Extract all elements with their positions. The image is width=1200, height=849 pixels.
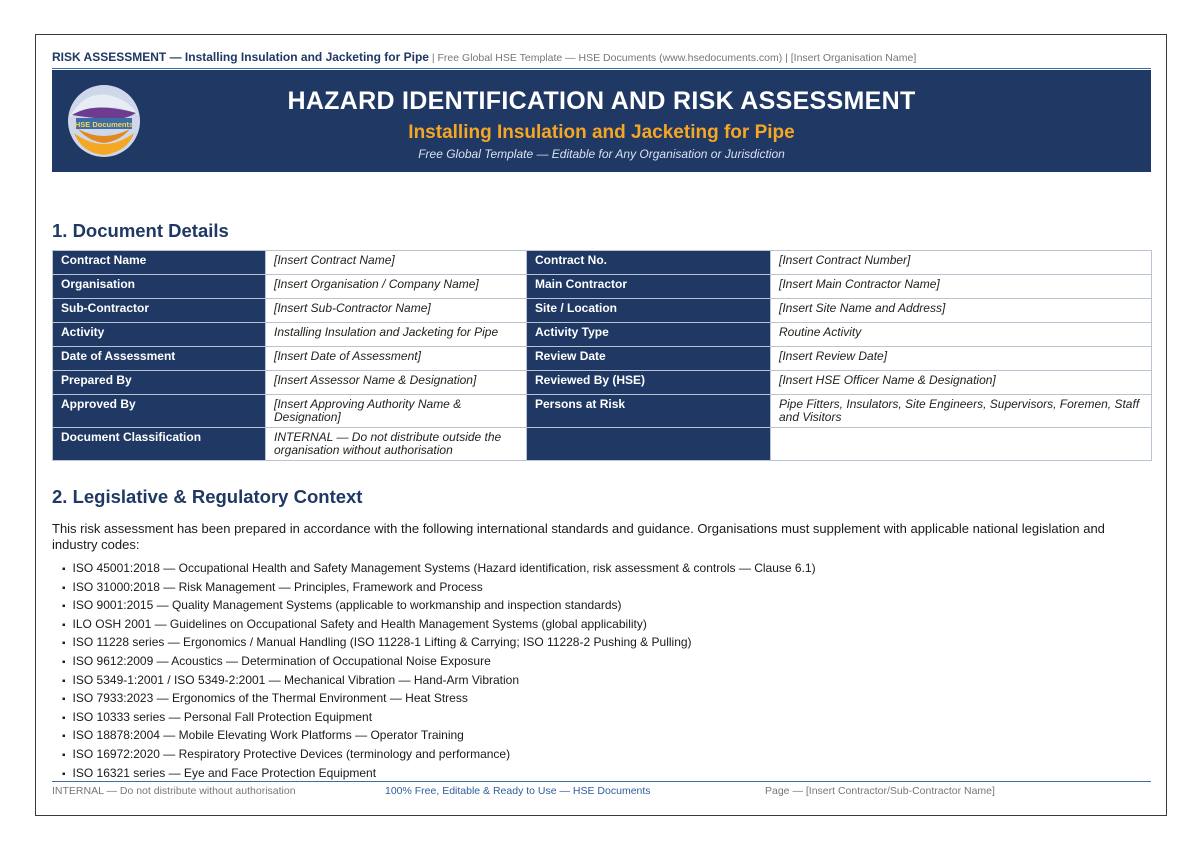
details-value: INTERNAL — Do not distribute outside the organisation without authorisation	[266, 428, 527, 461]
title-banner	[52, 70, 1151, 172]
template-note: Free Global Template — Editable for Any Organisation or Jurisdiction	[418, 147, 785, 161]
details-label: Activity Type	[527, 323, 771, 347]
document-page	[35, 34, 1167, 816]
details-value: [Insert Contract Name]	[266, 251, 527, 275]
standard-list-item: ▪ ISO 16972:2020 — Respiratory Protective Devices (terminology and performance)	[52, 745, 1151, 764]
details-value: Pipe Fitters, Insulators, Site Engineers, Supervisors, Foremen, Staff and Visitors	[771, 395, 1152, 428]
details-label: Sub-Contractor	[53, 299, 266, 323]
details-label: Reviewed By (HSE)	[527, 371, 771, 395]
details-value: [Insert Review Date]	[771, 347, 1152, 371]
document-subtitle: Installing Insulation and Jacketing for Pipe	[408, 122, 795, 143]
standard-list-item: ▪ ISO 5349-1:2001 / ISO 5349-2:2001 — Mechanical Vibration — Hand-Arm Vibration	[52, 671, 1151, 690]
header-separator: |	[428, 52, 438, 64]
details-label: Date of Assessment	[53, 347, 266, 371]
footer-page: Page — [Insert Contractor/Sub-Contractor Name]	[765, 785, 995, 797]
document-details-table	[52, 250, 1152, 461]
details-label: Activity	[53, 323, 266, 347]
details-row	[53, 371, 1152, 395]
standard-list-item: ▪ ISO 18878:2004 — Mobile Elevating Work Platforms — Operator Training	[52, 726, 1151, 745]
standard-list-item: ▪ ISO 10333 series — Personal Fall Protection Equipment	[52, 708, 1151, 727]
details-value: [Insert Main Contractor Name]	[771, 275, 1152, 299]
details-label: Review Date	[527, 347, 771, 371]
details-row	[53, 323, 1152, 347]
details-label: Main Contractor	[527, 275, 771, 299]
standard-list-item: ▪ ISO 9001:2015 — Quality Management Systems (applicable to workmanship and inspection standards)	[52, 596, 1151, 615]
details-label: Prepared By	[53, 371, 266, 395]
details-row	[53, 299, 1152, 323]
details-value: Routine Activity	[771, 323, 1152, 347]
details-value	[771, 428, 1152, 461]
details-value: [Insert HSE Officer Name & Designation]	[771, 371, 1152, 395]
footer-rule	[52, 781, 1151, 782]
details-value: [Insert Date of Assessment]	[266, 347, 527, 371]
standard-list-item: ▪ ISO 45001:2018 — Occupational Health and Safety Management Systems (Hazard identification, risk assessment & controls — Clause 6.1)	[52, 559, 1151, 578]
details-label: Site / Location	[527, 299, 771, 323]
standard-list-item: ▪ ISO 9612:2009 — Acoustics — Determination of Occupational Noise Exposure	[52, 652, 1151, 671]
header-title: RISK ASSESSMENT — Installing Insulation and Jacketing for Pipe	[52, 50, 429, 64]
section-heading-legislative-context: 2. Legislative & Regulatory Context	[52, 486, 363, 507]
details-row	[53, 275, 1152, 299]
details-value: Installing Insulation and Jacketing for Pipe	[266, 323, 527, 347]
details-row	[53, 395, 1152, 428]
details-value: [Insert Site Name and Address]	[771, 299, 1152, 323]
footer-tagline: 100% Free, Editable & Ready to Use — HSE Documents	[385, 785, 651, 797]
footer-classification: INTERNAL — Do not distribute without authorisation	[52, 785, 296, 797]
legislative-intro: This risk assessment has been prepared in accordance with the following international standards and guidance. Organisations must supplement with applicable national legislation and industry codes:	[52, 521, 1105, 552]
details-row	[53, 347, 1152, 371]
standards-list	[52, 559, 1151, 782]
standard-list-item: ▪ ILO OSH 2001 — Guidelines on Occupational Safety and Health Management Systems (global applicability)	[52, 615, 1151, 634]
details-label: Approved By	[53, 395, 266, 428]
details-value: [Insert Sub-Contractor Name]	[266, 299, 527, 323]
details-value: [Insert Organisation / Company Name]	[266, 275, 527, 299]
details-value: [Insert Approving Authority Name & Designation]	[266, 395, 527, 428]
details-label: Persons at Risk	[527, 395, 771, 428]
section-heading-document-details: 1. Document Details	[52, 220, 229, 241]
document-title: HAZARD IDENTIFICATION AND RISK ASSESSMENT	[287, 87, 916, 115]
details-row	[53, 428, 1152, 461]
standard-list-item: ▪ ISO 31000:2018 — Risk Management — Principles, Framework and Process	[52, 578, 1151, 597]
standard-list-item: ▪ ISO 7933:2023 — Ergonomics of the Thermal Environment — Heat Stress	[52, 689, 1151, 708]
details-label: Organisation	[53, 275, 266, 299]
details-label	[527, 428, 771, 461]
details-value: [Insert Assessor Name & Designation]	[266, 371, 527, 395]
running-header	[52, 50, 1151, 69]
standard-list-item: ▪ ISO 16321 series — Eye and Face Protection Equipment	[52, 764, 1151, 783]
details-label: Contract Name	[53, 251, 266, 275]
details-value: [Insert Contract Number]	[771, 251, 1152, 275]
standard-list-item: ▪ ISO 11228 series — Ergonomics / Manual Handling (ISO 11228-1 Lifting & Carrying; ISO 11228-2 Pushing & Pulling)	[52, 633, 1151, 652]
details-label: Document Classification	[53, 428, 266, 461]
details-row	[53, 251, 1152, 275]
details-label: Contract No.	[527, 251, 771, 275]
svg-text:HSE Documents: HSE Documents	[74, 120, 134, 129]
header-meta: Free Global HSE Template — HSE Documents (www.hsedocuments.com) | [Insert Organisation Name]	[437, 52, 917, 64]
